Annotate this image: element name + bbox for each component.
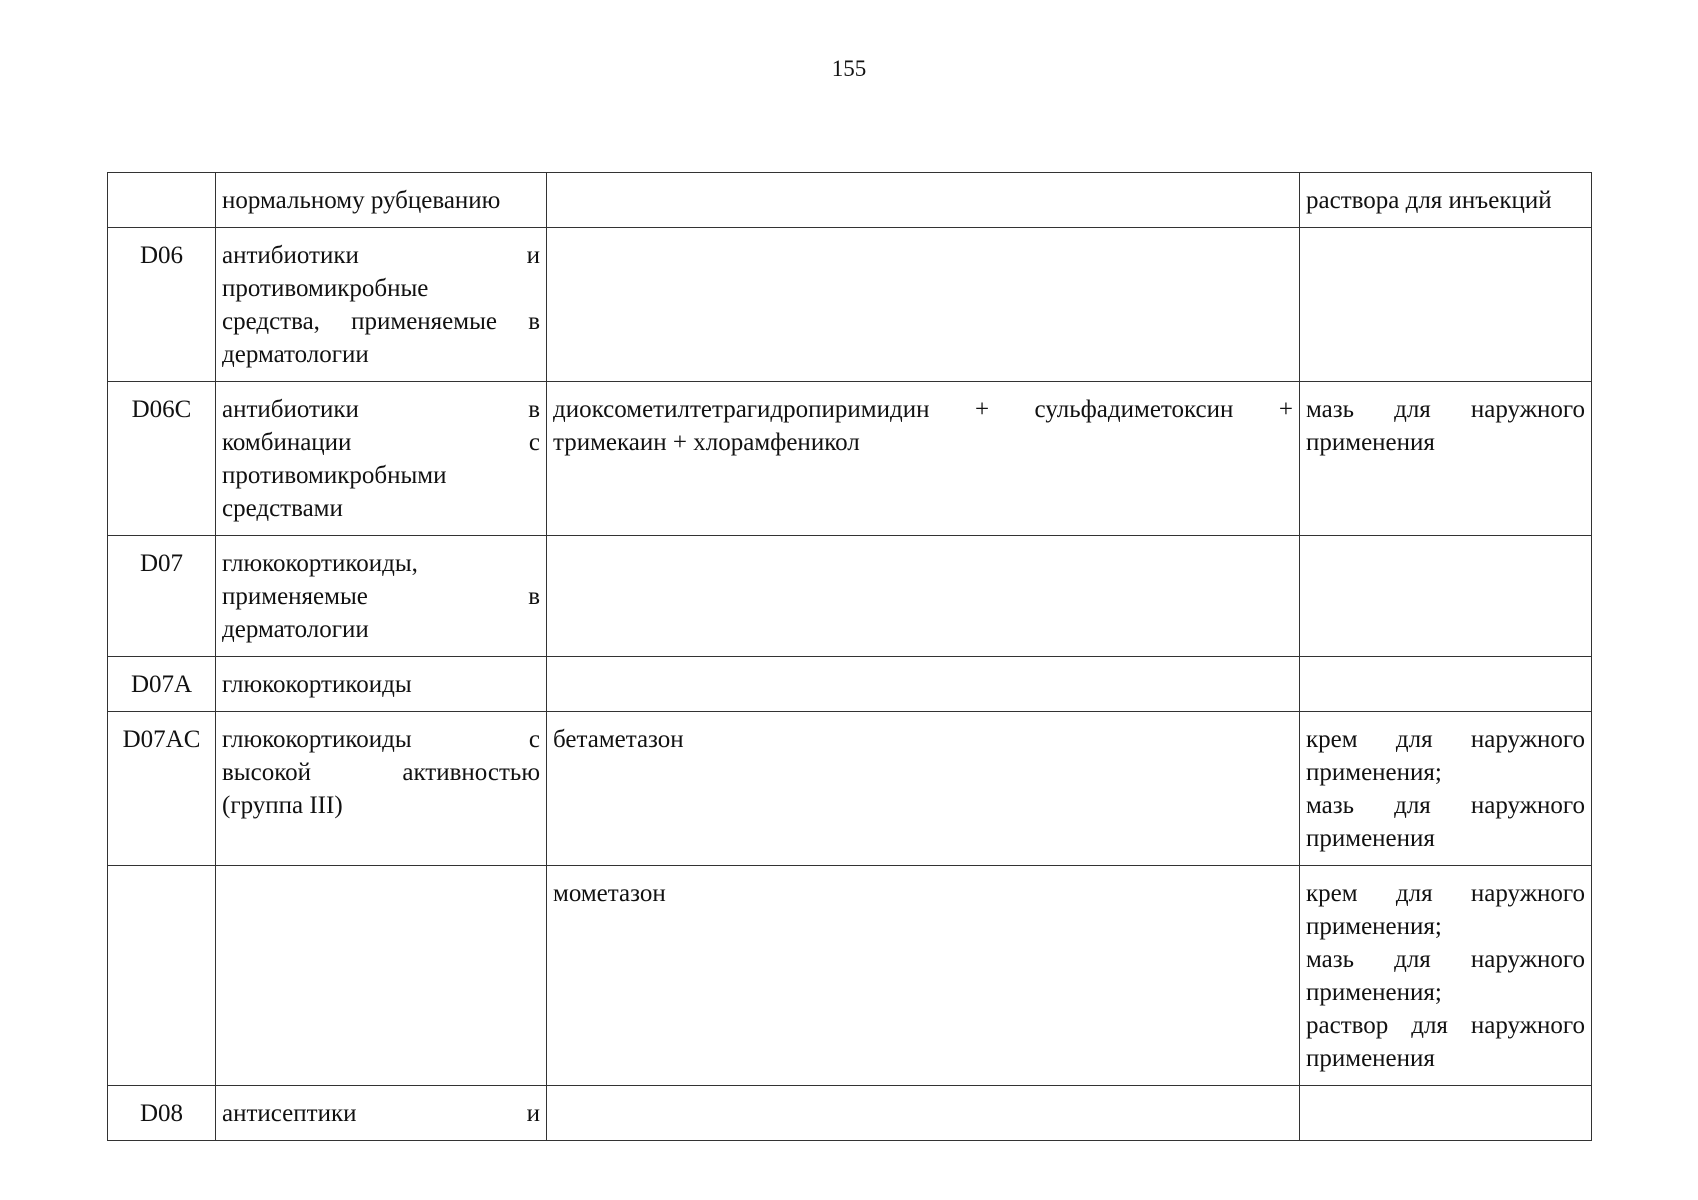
group-line: применяемые в [222,583,540,610]
drug-name-cell [547,173,1300,228]
group-line: комбинации с [222,429,540,456]
group-line: глюкокортикоиды [222,671,412,698]
form-line: применения; [1306,759,1442,786]
drug-name-cell [547,712,1300,866]
form-line: применения; [1306,913,1442,940]
group-name-cell [216,712,547,866]
group-line: антисептики и [222,1100,540,1127]
dosage-form-cell [1300,173,1592,228]
drug-name-cell [547,657,1300,712]
drug-name-cell [547,382,1300,536]
group-name-cell [216,536,547,657]
dosage-form-cell [1300,657,1592,712]
group-name-cell [216,228,547,382]
atc-code-cell: D07 [108,536,216,657]
form-line: применения [1306,1045,1435,1072]
drug-line: мометазон [553,880,666,907]
form-line: раствора для инъекций [1306,187,1552,214]
form-line: мазь для наружного [1306,946,1585,973]
group-line: противомикробными [222,462,447,489]
dosage-form-cell [1300,712,1592,866]
table-row [108,657,1592,712]
form-line: мазь для наружного [1306,792,1585,819]
table-row [108,866,1592,1086]
dosage-form-cell [1300,866,1592,1086]
dosage-form-cell [1300,1086,1592,1141]
page-number: 155 [831,56,867,81]
group-line: нормальному рубцеванию [222,187,501,214]
atc-code-cell: D07A [108,657,216,712]
form-line: применения [1306,429,1435,456]
group-line: противомикробные [222,275,429,302]
drug-classification-table [107,172,1592,1141]
group-line: средствами [222,495,343,522]
drug-line: диоксометилтетрагидропиримидин + сульфадиметоксин + [553,396,1293,423]
drug-line: бетаметазон [553,726,684,753]
group-line: антибиотики в [222,396,540,423]
group-name-cell [216,173,547,228]
atc-code-cell [108,173,216,228]
group-name-cell [216,866,547,1086]
group-name-cell [216,1086,547,1141]
atc-code-cell [108,866,216,1086]
form-line: применения [1306,825,1435,852]
group-line: дерматологии [222,341,369,368]
group-line: высокой активностью [222,759,540,786]
atc-code-cell: D06 [108,228,216,382]
drug-name-cell [547,536,1300,657]
group-name-cell [216,382,547,536]
group-line: глюкокортикоиды, [222,550,418,577]
group-line: средства, применяемые в [222,308,540,335]
table-row [108,1086,1592,1141]
drug-name-cell [547,228,1300,382]
table-row [108,173,1592,228]
form-line: раствор для наружного [1306,1012,1585,1039]
group-name-cell [216,657,547,712]
drug-line: тримекаин + хлорамфеникол [553,429,860,456]
table-row [108,712,1592,866]
atc-code-cell: D07AC [108,712,216,866]
dosage-form-cell [1300,228,1592,382]
group-line: глюкокортикоиды с [222,726,540,753]
group-line: (группа III) [222,792,343,819]
atc-code-cell: D08 [108,1086,216,1141]
group-line: антибиотики и [222,242,540,269]
group-line: дерматологии [222,616,369,643]
form-line: применения; [1306,979,1442,1006]
dosage-form-cell [1300,536,1592,657]
form-line: крем для наружного [1306,726,1585,753]
form-line: крем для наружного [1306,880,1585,907]
drug-name-cell [547,1086,1300,1141]
table-row [108,228,1592,382]
table-row [108,536,1592,657]
table-body [108,173,1592,1141]
table-row [108,382,1592,536]
dosage-form-cell [1300,382,1592,536]
form-line: мазь для наружного [1306,396,1585,423]
drug-name-cell [547,866,1300,1086]
atc-code-cell: D06C [108,382,216,536]
